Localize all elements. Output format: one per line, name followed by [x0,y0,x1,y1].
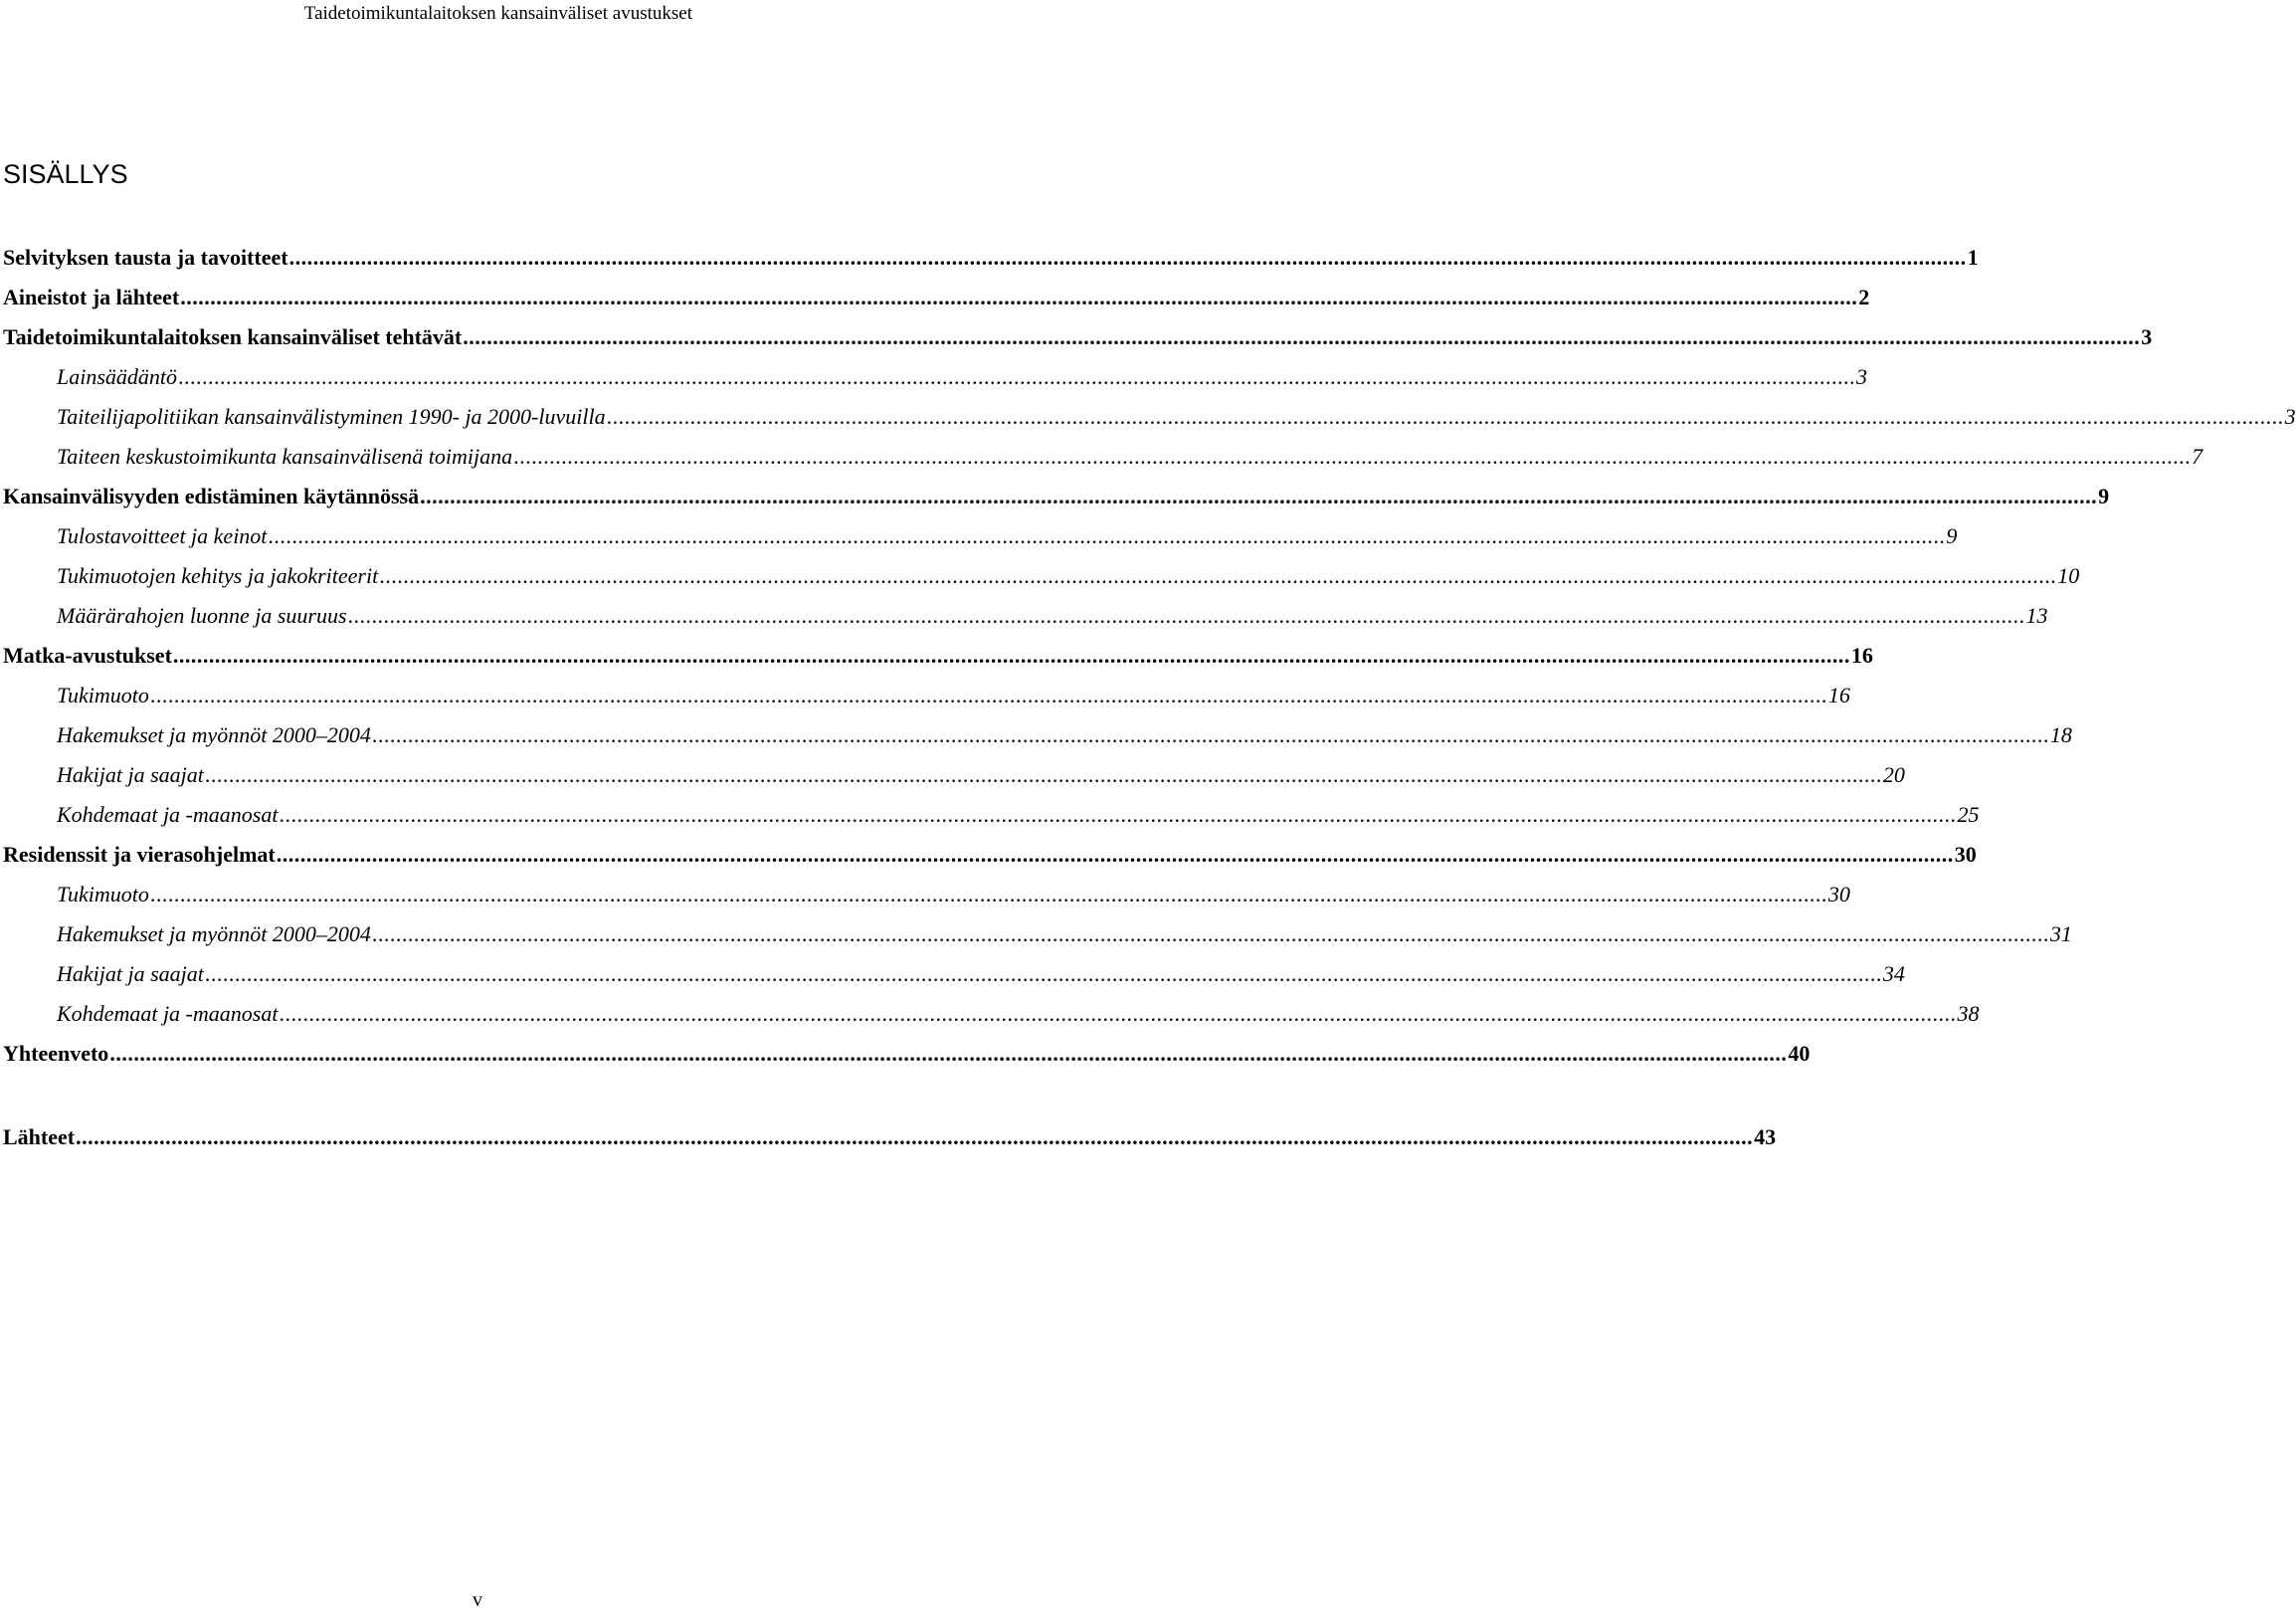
toc-entry-page-number: 7 [2192,444,2203,469]
toc-entry-label: Tulostavoitteet ja keinot [57,523,268,548]
toc-entry[interactable] [0,760,1905,790]
toc-entry-label: Lähteet [3,1124,76,1149]
toc-entry-page-number: 31 [2049,921,2072,946]
toc-entry[interactable] [0,442,2203,472]
toc-entry[interactable] [0,840,1977,870]
toc-dot-leader [178,362,1855,392]
toc-entry[interactable] [0,402,2296,432]
toc-dot-leader [279,800,1956,830]
toc-title: SISÄLLYS [3,159,128,189]
toc-dot-leader [150,681,1827,710]
toc-entry[interactable] [0,919,2072,949]
toc-entry[interactable] [0,641,1873,671]
toc-dot-leader [205,760,1882,790]
toc-dot-leader [279,999,1956,1029]
toc-entry-page-number: 18 [2049,722,2072,747]
toc-entry-label: Aineistot ja lähteet [3,285,180,309]
toc-entry[interactable] [0,1122,1777,1152]
toc-dot-leader [289,243,1967,273]
toc-entry[interactable] [0,1039,1811,1069]
toc-entry-page-number: 13 [2025,603,2048,628]
toc-entry-label: Taidetoimikuntalaitoksen kansainväliset tehtävät [3,324,463,349]
toc-dot-leader [463,322,2140,352]
page-number: v [473,1589,482,1611]
toc-entry[interactable] [0,521,1958,551]
toc-dot-leader [379,561,2056,591]
toc-entry[interactable] [0,362,1868,392]
toc-entry[interactable] [0,800,1980,830]
toc-entry-page-number: 20 [1882,762,1905,787]
toc-dot-leader [76,1122,1753,1152]
toc-entry-label: Hakemukset ja myönnöt 2000–2004 [57,722,371,747]
toc-entry-label: Lainsäädäntö [57,364,178,389]
toc-entry-page-number: 43 [1754,1124,1777,1149]
toc-dot-leader [180,283,1857,312]
toc-dot-leader [607,402,2284,432]
toc-entry-page-number: 1 [1967,245,1979,270]
toc-entry-label: Tukimuotojen kehitys ja jakokriteerit [57,563,379,588]
toc-entry-label: Tukimuoto [57,882,149,907]
toc-entry-page-number: 25 [1957,802,1980,827]
toc-entry[interactable] [0,959,1905,989]
toc-dot-leader [513,442,2191,472]
toc-dot-leader [372,720,2049,750]
toc-entry-label: Selvityksen tausta ja tavoitteet [3,245,288,270]
toc-entry-page-number: 34 [1882,961,1905,986]
toc-entry-page-number: 2 [1858,285,1870,309]
toc-entry[interactable] [0,720,2072,750]
toc-entry-label: Kohdemaat ja -maanosat [57,1001,279,1026]
toc-entry-page-number: 9 [2098,484,2110,508]
toc-dot-leader [372,919,2049,949]
toc-entry-label: Taiteilijapolitiikan kansainvälistyminen 1990- ja 2000-luvuilla [57,404,606,429]
toc-entry[interactable] [0,322,2153,352]
toc-entry-page-number: 10 [2057,563,2080,588]
toc-dot-leader [277,840,1954,870]
toc-entry[interactable] [0,561,2080,591]
toc-entry-page-number: 16 [1827,683,1850,707]
toc-entry-label: Hakemukset ja myönnöt 2000–2004 [57,921,371,946]
toc-entry-label: Kansainvälisyyden edistäminen käytännössä [3,484,420,508]
toc-entry[interactable] [0,601,2048,631]
toc-entry[interactable] [0,681,1850,710]
toc-entry-page-number: 30 [1827,882,1850,907]
toc-entry[interactable] [0,999,1980,1029]
toc-entry-label: Yhteenveto [3,1041,109,1066]
toc-entry-page-number: 40 [1788,1041,1811,1066]
toc-entry-page-number: 38 [1957,1001,1980,1026]
toc-entry-label: Matka-avustukset [3,643,172,668]
toc-entry-page-number: 16 [1850,643,1873,668]
toc-entry-page-number: 3 [2141,324,2153,349]
toc-entry-page-number: 9 [1946,523,1958,548]
toc-entry-label: Hakijat ja saajat [57,762,204,787]
toc-entry-label: Taiteen keskustoimikunta kansainvälisenä toimijana [57,444,513,469]
toc-dot-leader [268,521,1945,551]
toc-entry-label: Residenssit ja vierasohjelmat [3,842,276,867]
toc-dot-leader [348,601,2025,631]
toc-entry-page-number: 3 [2284,404,2296,429]
toc-entry-label: Määrärahojen luonne ja suuruus [57,603,347,628]
running-header: Taidetoimikuntalaitoksen kansainväliset avustukset [303,3,692,24]
toc-dot-leader [173,641,1850,671]
toc-dot-leader [109,1039,1787,1069]
toc-dot-leader [150,880,1827,909]
toc-entry-page-number: 30 [1954,842,1977,867]
toc-dot-leader [205,959,1882,989]
toc-entry-page-number: 3 [1856,364,1868,389]
toc-entry[interactable] [0,880,1850,909]
toc-entry[interactable] [0,283,1870,312]
toc-entry-label: Hakijat ja saajat [57,961,204,986]
toc-entry[interactable] [0,482,2110,511]
toc-dot-leader [420,482,2097,511]
toc-entry-label: Tukimuoto [57,683,149,707]
toc-entry[interactable] [0,243,1979,273]
toc-entry-label: Kohdemaat ja -maanosat [57,802,279,827]
